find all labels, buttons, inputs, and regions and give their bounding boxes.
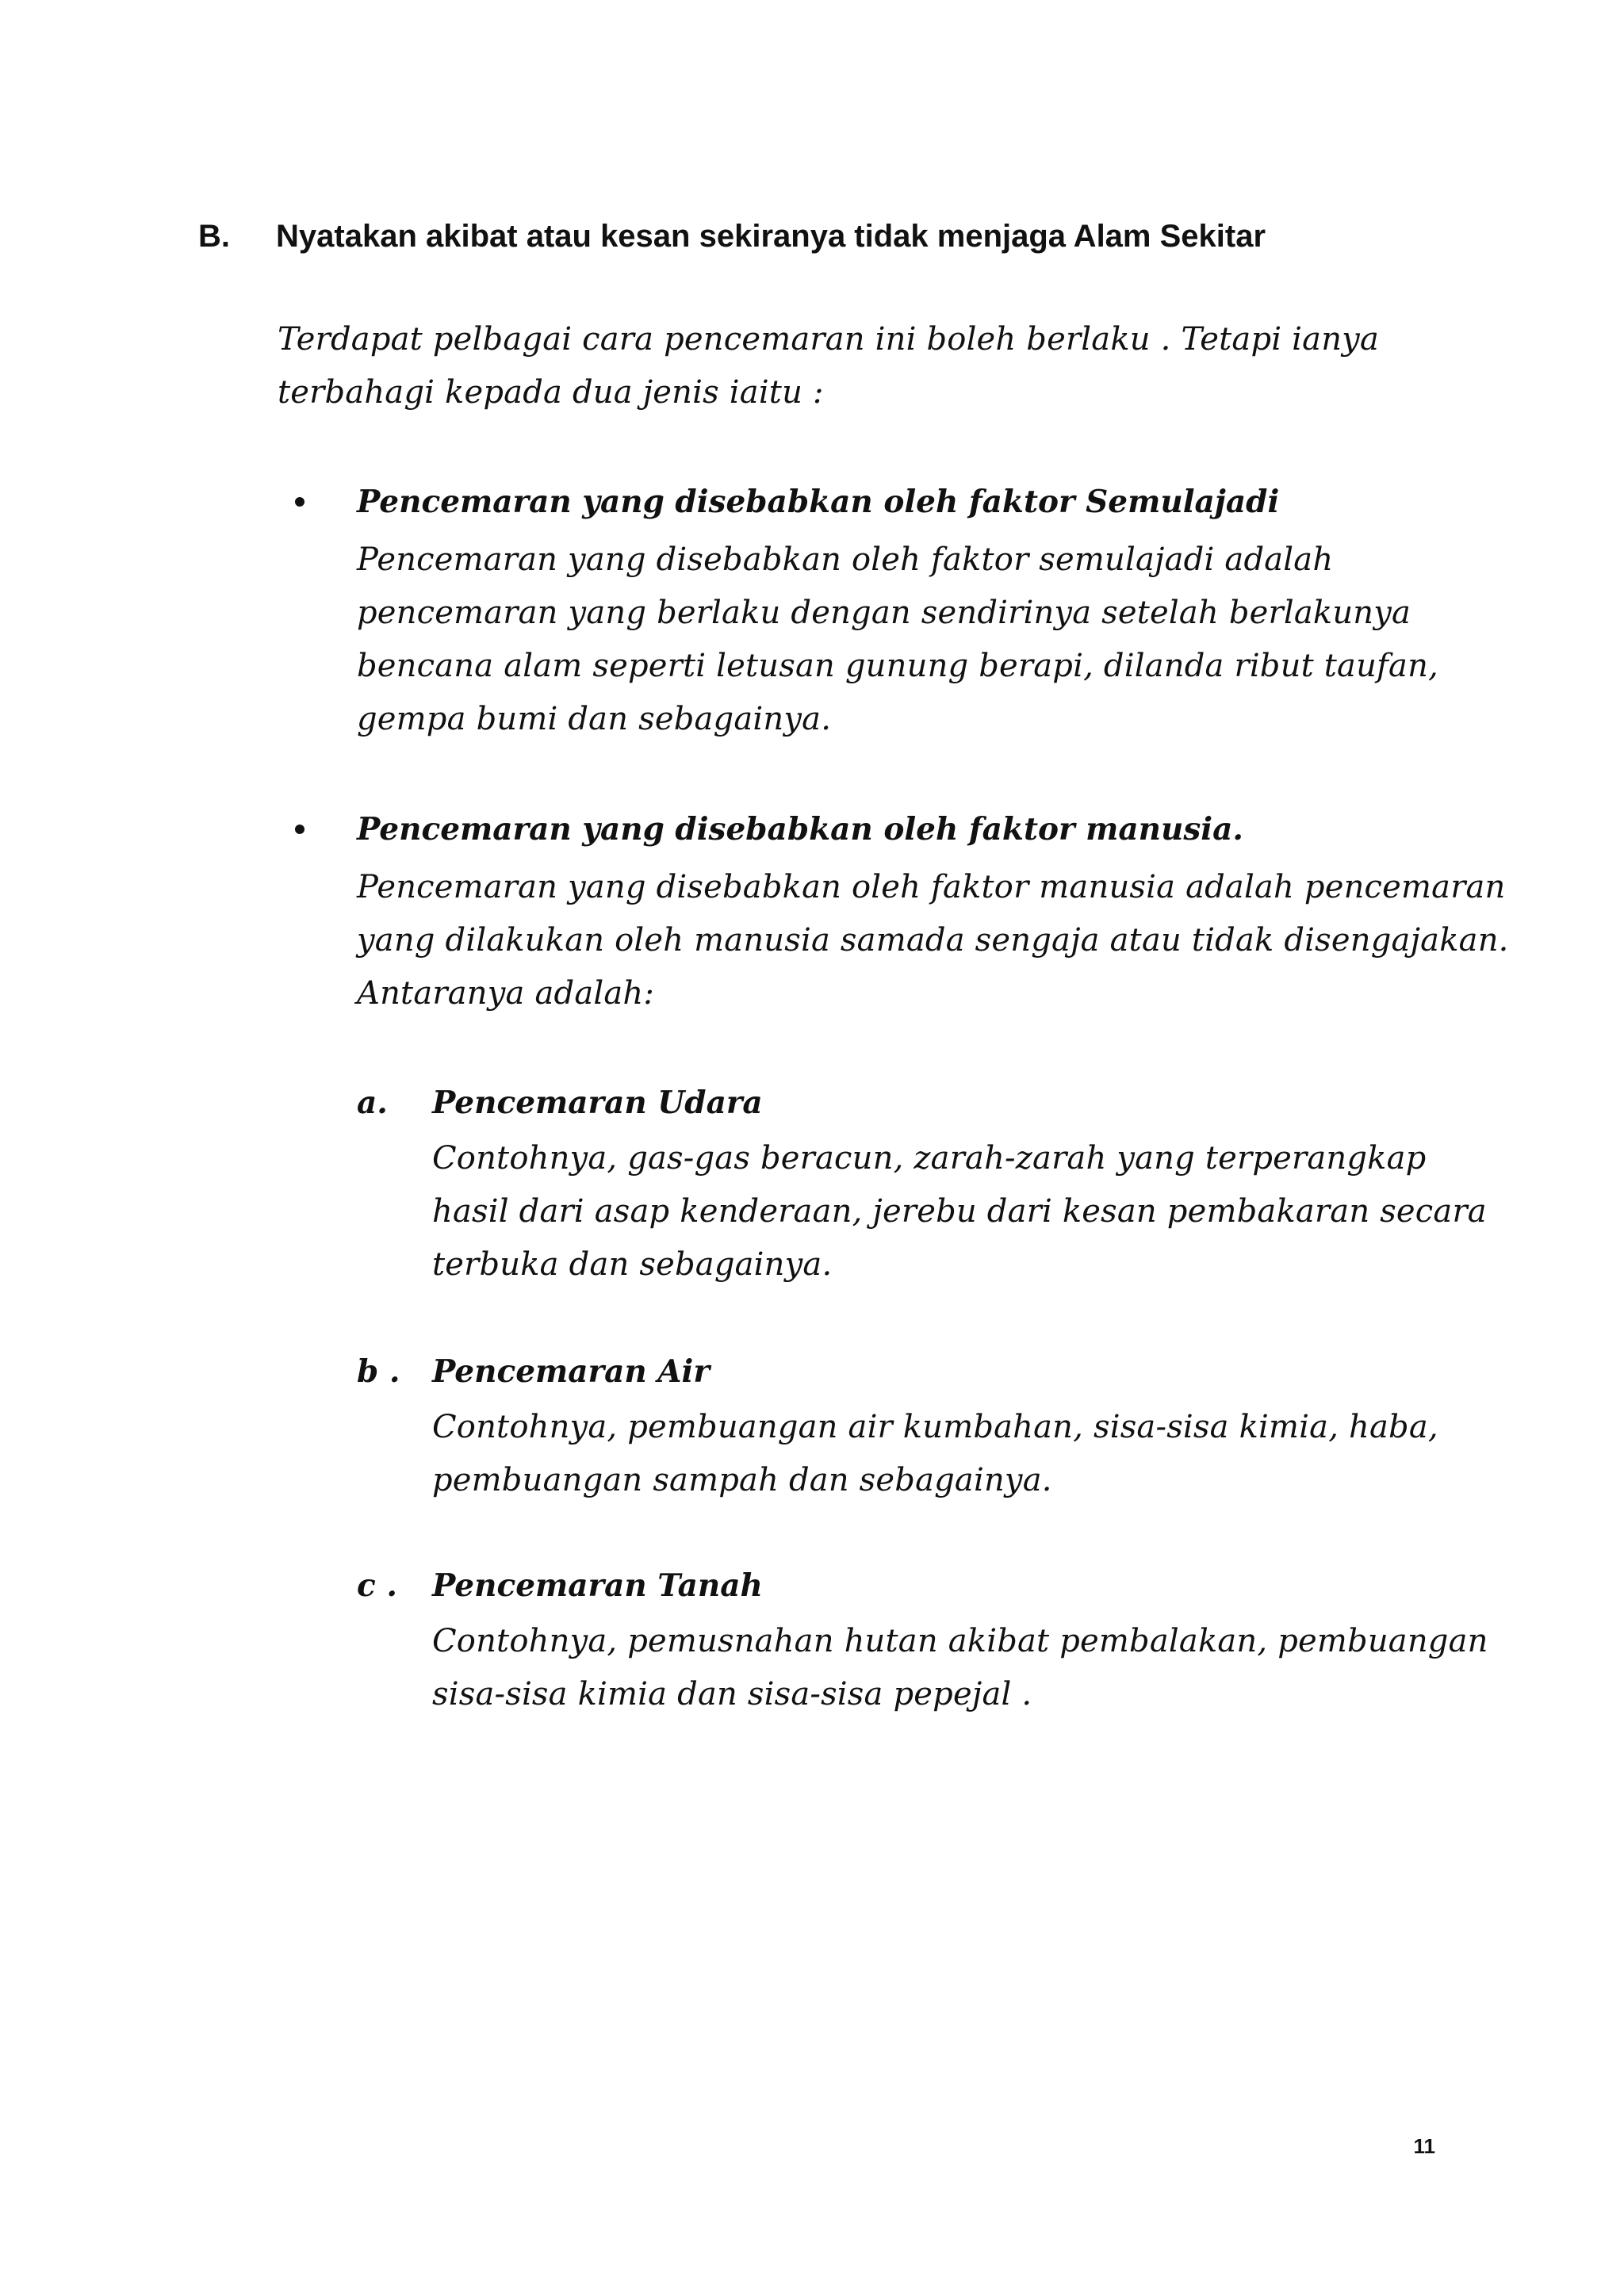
intro-line: Terdapat pelbagai cara pencemaran ini boleh berlaku . Tetapi ianya [278, 321, 1380, 358]
subitem-letter: b . [357, 1353, 400, 1390]
subitem-line: hasil dari asap kenderaan, jerebu dari kesan pembakaran secara [432, 1193, 1487, 1230]
bullet-paragraph [357, 861, 1509, 1020]
bullet-line: Pencemaran yang disebabkan oleh faktor semulajadi adalah [357, 541, 1334, 578]
intro-paragraph [278, 313, 1379, 419]
section-heading [198, 214, 1467, 258]
bullet-line: Pencemaran yang disebabkan oleh faktor manusia adalah pencemaran [357, 869, 1506, 905]
subitem-line: terbuka dan sebagainya. [432, 1246, 833, 1283]
bullet-line: pencemaran yang berlaku dengan sendirinya setelah berlakunya [357, 595, 1411, 631]
intro-line: terbahagi kepada dua jenis iaitu : [278, 374, 824, 411]
section-title: Nyatakan akibat atau kesan sekiranya tidak menjaga Alam Sekitar [276, 219, 1266, 254]
bullet-title: Pencemaran yang disebabkan oleh faktor Semulajadi [357, 484, 1280, 520]
bullet-icon [295, 825, 304, 834]
bullet-line: bencana alam seperti letusan gunung berapi, dilanda ribut taufan, [357, 648, 1438, 684]
subitem-paragraph [432, 1132, 1487, 1292]
bullet-icon [295, 497, 304, 507]
subitem-paragraph [432, 1401, 1438, 1507]
subitem-line: Contohnya, pemusnahan hutan akibat pembalakan, pembuangan [432, 1623, 1488, 1659]
bullet-paragraph [357, 534, 1438, 746]
bullet-line: Antaranya adalah: [357, 975, 655, 1012]
subitem-line: sisa-sisa kimia dan sisa-sisa pepejal . [432, 1676, 1032, 1712]
subitem-line: Contohnya, gas-gas beracun, zarah-zarah yang terperangkap [432, 1140, 1427, 1177]
subitem-paragraph [432, 1615, 1488, 1721]
subitem-line: Contohnya, pembuangan air kumbahan, sisa-sisa kimia, haba, [432, 1409, 1438, 1445]
subitem-title: Pencemaran Tanah [432, 1567, 763, 1604]
section-letter: B. [198, 219, 230, 254]
bullet-line: gempa bumi dan sebagainya. [357, 701, 832, 737]
page-number: 11 [1413, 2134, 1435, 2158]
bullet-line: yang dilakukan oleh manusia samada sengaja atau tidak disengajakan. [357, 922, 1509, 959]
bullet-title: Pencemaran yang disebabkan oleh faktor manusia. [357, 811, 1243, 848]
subitem-title: Pencemaran Udara [432, 1085, 763, 1121]
subitem-letter: a. [357, 1085, 388, 1121]
subitem-line: pembuangan sampah dan sebagainya. [432, 1462, 1052, 1498]
subitem-letter: c . [357, 1567, 397, 1604]
subitem-title: Pencemaran Air [432, 1353, 710, 1390]
